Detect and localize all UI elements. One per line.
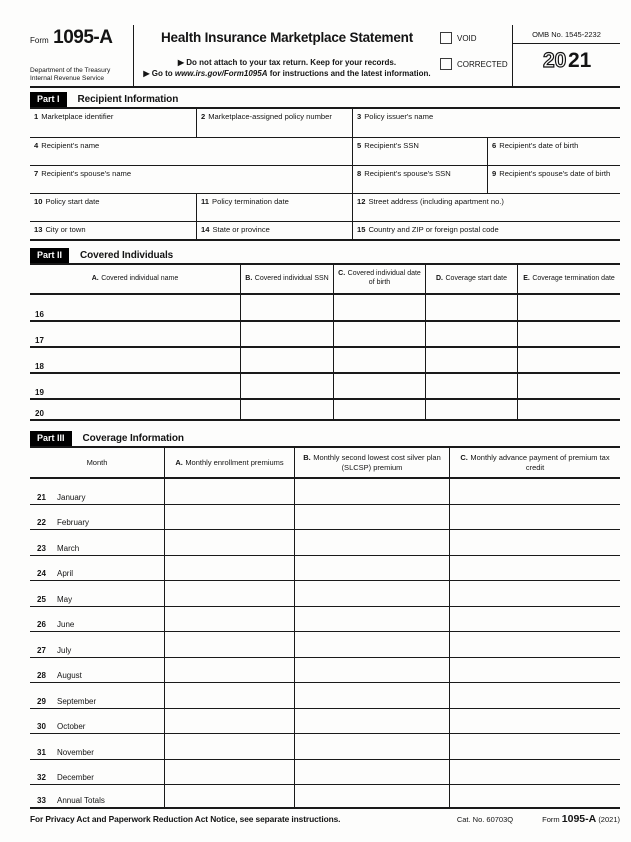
coverage-termination-cell[interactable] <box>517 295 620 320</box>
part1-chip: Part I <box>30 92 67 107</box>
table-row <box>30 109 620 138</box>
month-label: Annual Totals <box>57 796 105 805</box>
form-content <box>30 25 620 825</box>
field-label: Street address (including apartment no.) <box>368 196 504 206</box>
field-label: Policy start date <box>45 196 100 206</box>
col-coverage-termination <box>517 265 620 293</box>
covered-dob-cell[interactable] <box>333 348 425 372</box>
covered-name-cell[interactable] <box>30 400 240 419</box>
field-policy-number[interactable] <box>196 109 352 137</box>
instruction-2-suffix: for instructions and the latest information. <box>269 69 431 79</box>
advance-payment-cell[interactable] <box>449 505 620 530</box>
enrollment-premium-cell[interactable] <box>164 658 294 683</box>
month-cell <box>30 530 164 555</box>
form-title: Health Insurance Marketplace Statement <box>161 30 413 45</box>
enrollment-premium-cell[interactable] <box>164 556 294 581</box>
col-covered-ssn <box>240 265 333 293</box>
row-number: 29 <box>37 696 46 706</box>
slcsp-premium-cell[interactable] <box>294 632 449 657</box>
form-number: 1095-A <box>53 27 113 48</box>
table-row <box>30 222 620 241</box>
form-ref-year: (2021) <box>598 815 620 824</box>
advance-payment-cell[interactable] <box>449 581 620 606</box>
table-row <box>30 530 620 556</box>
row-number: 16 <box>35 309 44 319</box>
row-number: 18 <box>35 361 44 371</box>
tax-year <box>513 44 620 77</box>
instruction-2-url: www.irs.gov/Form1095A <box>174 69 268 79</box>
row-number: 25 <box>37 594 46 604</box>
col-prefix: C. <box>338 270 346 278</box>
col-prefix: B. <box>245 274 253 282</box>
covered-dob-cell[interactable] <box>333 295 425 320</box>
recipient-information-table <box>30 107 620 241</box>
year-bold-digits: 21 <box>567 49 591 72</box>
table-row <box>30 709 620 735</box>
month-label: February <box>57 518 90 527</box>
covered-individuals-table <box>30 263 620 421</box>
col-text: Coverage termination date <box>532 274 615 282</box>
field-spouse-name[interactable] <box>30 166 352 193</box>
enrollment-premium-cell[interactable] <box>164 505 294 530</box>
part3-title: Coverage Information <box>82 433 184 444</box>
month-cell <box>30 734 164 759</box>
void-label: VOID <box>457 33 477 43</box>
field-state[interactable] <box>196 222 352 239</box>
agency-line-1: Department of the Treasury <box>30 66 111 74</box>
instruction-line-1: ▶ Do not attach to your tax return. Keep for your records. <box>177 58 397 67</box>
month-label: January <box>57 492 86 502</box>
instruction-2-prefix: ▶ Go to <box>143 69 173 79</box>
agency-line-2: Internal Revenue Service <box>30 74 105 82</box>
title-block <box>134 25 440 86</box>
field-number: 10 <box>34 196 43 206</box>
tax-year-graphic <box>541 48 593 72</box>
row-number: 26 <box>37 620 46 629</box>
table-row <box>30 556 620 582</box>
agency-block <box>30 67 129 83</box>
col-advance-payment <box>449 448 620 477</box>
field-number: 11 <box>201 196 210 206</box>
field-number: 13 <box>34 224 43 234</box>
row-number: 21 <box>37 492 46 502</box>
col-prefix: C. <box>460 452 468 462</box>
table-row <box>30 658 620 684</box>
field-city[interactable] <box>30 222 196 239</box>
field-number: 9 <box>492 168 497 178</box>
part3-bar <box>30 431 620 446</box>
field-label: Recipient's date of birth <box>499 140 579 150</box>
advance-payment-cell[interactable] <box>449 658 620 683</box>
coverage-start-cell[interactable] <box>425 348 517 372</box>
field-country-zip[interactable] <box>352 222 620 239</box>
col-enrollment-premiums <box>164 448 294 477</box>
slcsp-premium-cell[interactable] <box>294 556 449 581</box>
covered-name-cell[interactable] <box>30 322 240 346</box>
field-number: 5 <box>357 140 362 150</box>
covered-ssn-cell[interactable] <box>240 348 333 372</box>
month-label: May <box>57 594 73 604</box>
enrollment-premium-cell[interactable] <box>164 683 294 708</box>
omb-number: OMB No. 1545-2232 <box>513 25 620 44</box>
advance-payment-cell[interactable] <box>449 709 620 734</box>
col-text: Monthly advance payment of premium tax credit <box>470 452 610 472</box>
instruction-line-2 <box>134 68 440 79</box>
enrollment-premium-cell[interactable] <box>164 709 294 734</box>
enrollment-premium-cell[interactable] <box>164 479 294 504</box>
table-row <box>30 322 620 348</box>
coverage-termination-cell[interactable] <box>517 374 620 398</box>
table-row <box>30 607 620 633</box>
part1-bar <box>30 92 620 107</box>
col-text: Coverage start date <box>445 274 507 282</box>
field-policy-start-date[interactable] <box>30 194 196 221</box>
slcsp-premium-cell[interactable] <box>294 760 449 785</box>
table-row <box>30 734 620 760</box>
row-number: 17 <box>35 335 44 345</box>
year-outline-digits: 20 <box>542 49 566 72</box>
enrollment-premium-cell[interactable] <box>164 632 294 657</box>
slcsp-premium-cell[interactable] <box>294 479 449 504</box>
covered-ssn-cell[interactable] <box>240 295 333 320</box>
field-label: Recipient's name <box>41 140 100 150</box>
table-row <box>30 479 620 505</box>
field-label: Recipient's spouse's date of birth <box>499 168 611 178</box>
row-number: 33 <box>37 796 46 805</box>
field-label: Recipient's SSN <box>364 140 419 150</box>
form-ref-number: 1095-A <box>561 813 597 825</box>
field-label: Recipient's spouse's SSN <box>364 168 451 178</box>
omb-block <box>512 25 620 86</box>
slcsp-premium-cell[interactable] <box>294 530 449 555</box>
month-label: April <box>57 569 74 578</box>
field-number: 6 <box>492 140 497 150</box>
coverage-information-table <box>30 446 620 809</box>
covered-name-cell[interactable] <box>30 295 240 320</box>
field-street-address[interactable] <box>352 194 620 221</box>
col-text: Covered individual SSN <box>254 274 329 282</box>
table-row <box>30 138 620 166</box>
field-spouse-ssn[interactable] <box>352 166 487 193</box>
coverage-start-cell[interactable] <box>425 374 517 398</box>
col-covered-name <box>30 265 240 293</box>
void-row <box>440 32 512 44</box>
col-text: Month <box>86 457 108 467</box>
table-header-row <box>30 265 620 295</box>
field-label: Country and ZIP or foreign postal code <box>368 224 499 234</box>
col-text: Monthly enrollment premiums <box>185 457 284 467</box>
month-cell <box>30 632 164 657</box>
slcsp-premium-cell[interactable] <box>294 581 449 606</box>
form-number-line <box>30 27 129 49</box>
corrected-checkbox[interactable] <box>440 58 452 70</box>
table-row <box>30 348 620 374</box>
slcsp-premium-cell[interactable] <box>294 658 449 683</box>
table-header-row <box>30 448 620 479</box>
col-slcsp-premium <box>294 448 449 477</box>
coverage-termination-cell[interactable] <box>517 322 620 346</box>
row-number: 19 <box>35 387 44 397</box>
table-row <box>30 581 620 607</box>
field-spouse-dob[interactable] <box>487 166 620 193</box>
month-cell <box>30 658 164 683</box>
table-row <box>30 295 620 322</box>
table-row <box>30 683 620 709</box>
field-label: Marketplace identifier <box>41 111 114 121</box>
month-cell <box>30 760 164 785</box>
row-number: 24 <box>37 569 46 578</box>
field-number: 4 <box>34 140 39 150</box>
field-number: 14 <box>201 224 210 234</box>
slcsp-premium-cell[interactable] <box>294 683 449 708</box>
advance-payment-cell[interactable] <box>449 479 620 504</box>
covered-dob-cell[interactable] <box>333 374 425 398</box>
corrected-label: CORRECTED <box>457 59 508 69</box>
col-text: Monthly second lowest cost silver plan (SLCSP) premium <box>313 452 441 472</box>
advance-payment-cell[interactable] <box>449 760 620 785</box>
field-recipient-dob[interactable] <box>487 138 620 165</box>
field-label: City or town <box>45 224 86 234</box>
month-cell <box>30 709 164 734</box>
privacy-notice: For Privacy Act and Paperwork Reduction Act Notice, see separate instructions. <box>30 814 341 824</box>
month-cell <box>30 479 164 504</box>
col-prefix: D. <box>436 274 443 282</box>
part1-title: Recipient Information <box>77 94 179 105</box>
table-row <box>30 632 620 658</box>
table-row-annual-totals <box>30 785 620 809</box>
advance-payment-cell[interactable] <box>449 556 620 581</box>
field-number: 8 <box>357 168 362 178</box>
coverage-termination-cell[interactable] <box>517 400 620 419</box>
coverage-termination-cell[interactable] <box>517 348 620 372</box>
table-row <box>30 194 620 222</box>
form-number-block <box>30 25 134 86</box>
enrollment-premium-cell[interactable] <box>164 607 294 632</box>
form-footer <box>30 813 620 825</box>
field-marketplace-identifier[interactable] <box>30 109 196 137</box>
field-label: Policy termination date <box>212 196 289 206</box>
month-cell <box>30 683 164 708</box>
slcsp-premium-cell[interactable] <box>294 607 449 632</box>
enrollment-premium-cell[interactable] <box>164 530 294 555</box>
field-recipient-ssn[interactable] <box>352 138 487 165</box>
row-number: 32 <box>37 773 46 782</box>
field-recipient-name[interactable] <box>30 138 352 165</box>
field-policy-issuer-name[interactable] <box>352 109 620 137</box>
month-label: October <box>57 722 86 731</box>
advance-payment-cell[interactable] <box>449 785 620 807</box>
col-text: Covered individual name <box>101 274 179 282</box>
month-label: August <box>57 671 82 680</box>
checkbox-column <box>440 25 512 86</box>
month-label: November <box>57 747 94 757</box>
part2-title: Covered Individuals <box>80 250 174 261</box>
advance-payment-cell[interactable] <box>449 607 620 632</box>
table-row <box>30 505 620 531</box>
row-number: 28 <box>37 671 46 680</box>
col-coverage-start <box>425 265 517 293</box>
col-prefix: A. <box>175 457 183 467</box>
corrected-row <box>440 58 512 70</box>
field-number: 3 <box>357 111 362 121</box>
covered-name-cell[interactable] <box>30 348 240 372</box>
month-cell <box>30 785 164 807</box>
part2-chip: Part II <box>30 248 69 263</box>
part3-chip: Part III <box>30 431 72 446</box>
void-checkbox[interactable] <box>440 32 452 44</box>
month-label: September <box>57 696 97 706</box>
col-month <box>30 448 164 477</box>
covered-dob-cell[interactable] <box>333 400 425 419</box>
coverage-start-cell[interactable] <box>425 322 517 346</box>
coverage-start-cell[interactable] <box>425 295 517 320</box>
covered-dob-cell[interactable] <box>333 322 425 346</box>
col-prefix: A. <box>91 274 99 282</box>
field-number: 7 <box>34 168 39 178</box>
form-ref-word: Form <box>542 815 560 824</box>
slcsp-premium-cell[interactable] <box>294 785 449 807</box>
advance-payment-cell[interactable] <box>449 632 620 657</box>
covered-ssn-cell[interactable] <box>240 322 333 346</box>
field-label: Marketplace-assigned policy number <box>208 111 332 121</box>
month-label: June <box>57 620 75 629</box>
slcsp-premium-cell[interactable] <box>294 505 449 530</box>
slcsp-premium-cell[interactable] <box>294 709 449 734</box>
col-text: Covered individual date of birth <box>347 270 421 286</box>
catalog-number: Cat. No. 60703Q <box>456 815 514 824</box>
form-word: Form <box>30 36 49 45</box>
field-number: 12 <box>357 196 366 206</box>
field-number: 15 <box>357 224 366 234</box>
enrollment-premium-cell[interactable] <box>164 734 294 759</box>
month-label: December <box>57 773 94 782</box>
covered-name-cell[interactable] <box>30 374 240 398</box>
table-row <box>30 400 620 421</box>
advance-payment-cell[interactable] <box>449 683 620 708</box>
advance-payment-cell[interactable] <box>449 734 620 759</box>
col-covered-dob <box>333 265 425 293</box>
covered-ssn-cell[interactable] <box>240 374 333 398</box>
table-row <box>30 760 620 786</box>
enrollment-premium-cell[interactable] <box>164 581 294 606</box>
month-label: March <box>57 543 80 553</box>
field-label: Policy issuer's name <box>364 111 434 121</box>
row-number: 27 <box>37 645 46 655</box>
coverage-start-cell[interactable] <box>425 400 517 419</box>
month-cell <box>30 607 164 632</box>
field-policy-termination-date[interactable] <box>196 194 352 221</box>
col-prefix: B. <box>303 452 311 462</box>
form-header <box>30 25 620 88</box>
table-row <box>30 166 620 194</box>
month-cell <box>30 581 164 606</box>
row-number: 23 <box>37 543 46 553</box>
part2-bar <box>30 248 620 263</box>
month-label: July <box>57 645 72 655</box>
slcsp-premium-cell[interactable] <box>294 734 449 759</box>
field-number: 1 <box>34 111 39 121</box>
field-label: State or province <box>212 224 270 234</box>
enrollment-premium-cell[interactable] <box>164 785 294 807</box>
advance-payment-cell[interactable] <box>449 530 620 555</box>
row-number: 22 <box>37 518 46 527</box>
form-reference <box>542 813 620 825</box>
row-number: 30 <box>37 722 46 731</box>
month-cell <box>30 556 164 581</box>
table-row <box>30 374 620 400</box>
month-cell <box>30 505 164 530</box>
row-number: 20 <box>35 408 44 418</box>
field-label: Recipient's spouse's name <box>41 168 132 178</box>
covered-ssn-cell[interactable] <box>240 400 333 419</box>
field-number: 2 <box>201 111 206 121</box>
row-number: 31 <box>37 747 46 757</box>
col-prefix: E. <box>523 274 530 282</box>
enrollment-premium-cell[interactable] <box>164 760 294 785</box>
